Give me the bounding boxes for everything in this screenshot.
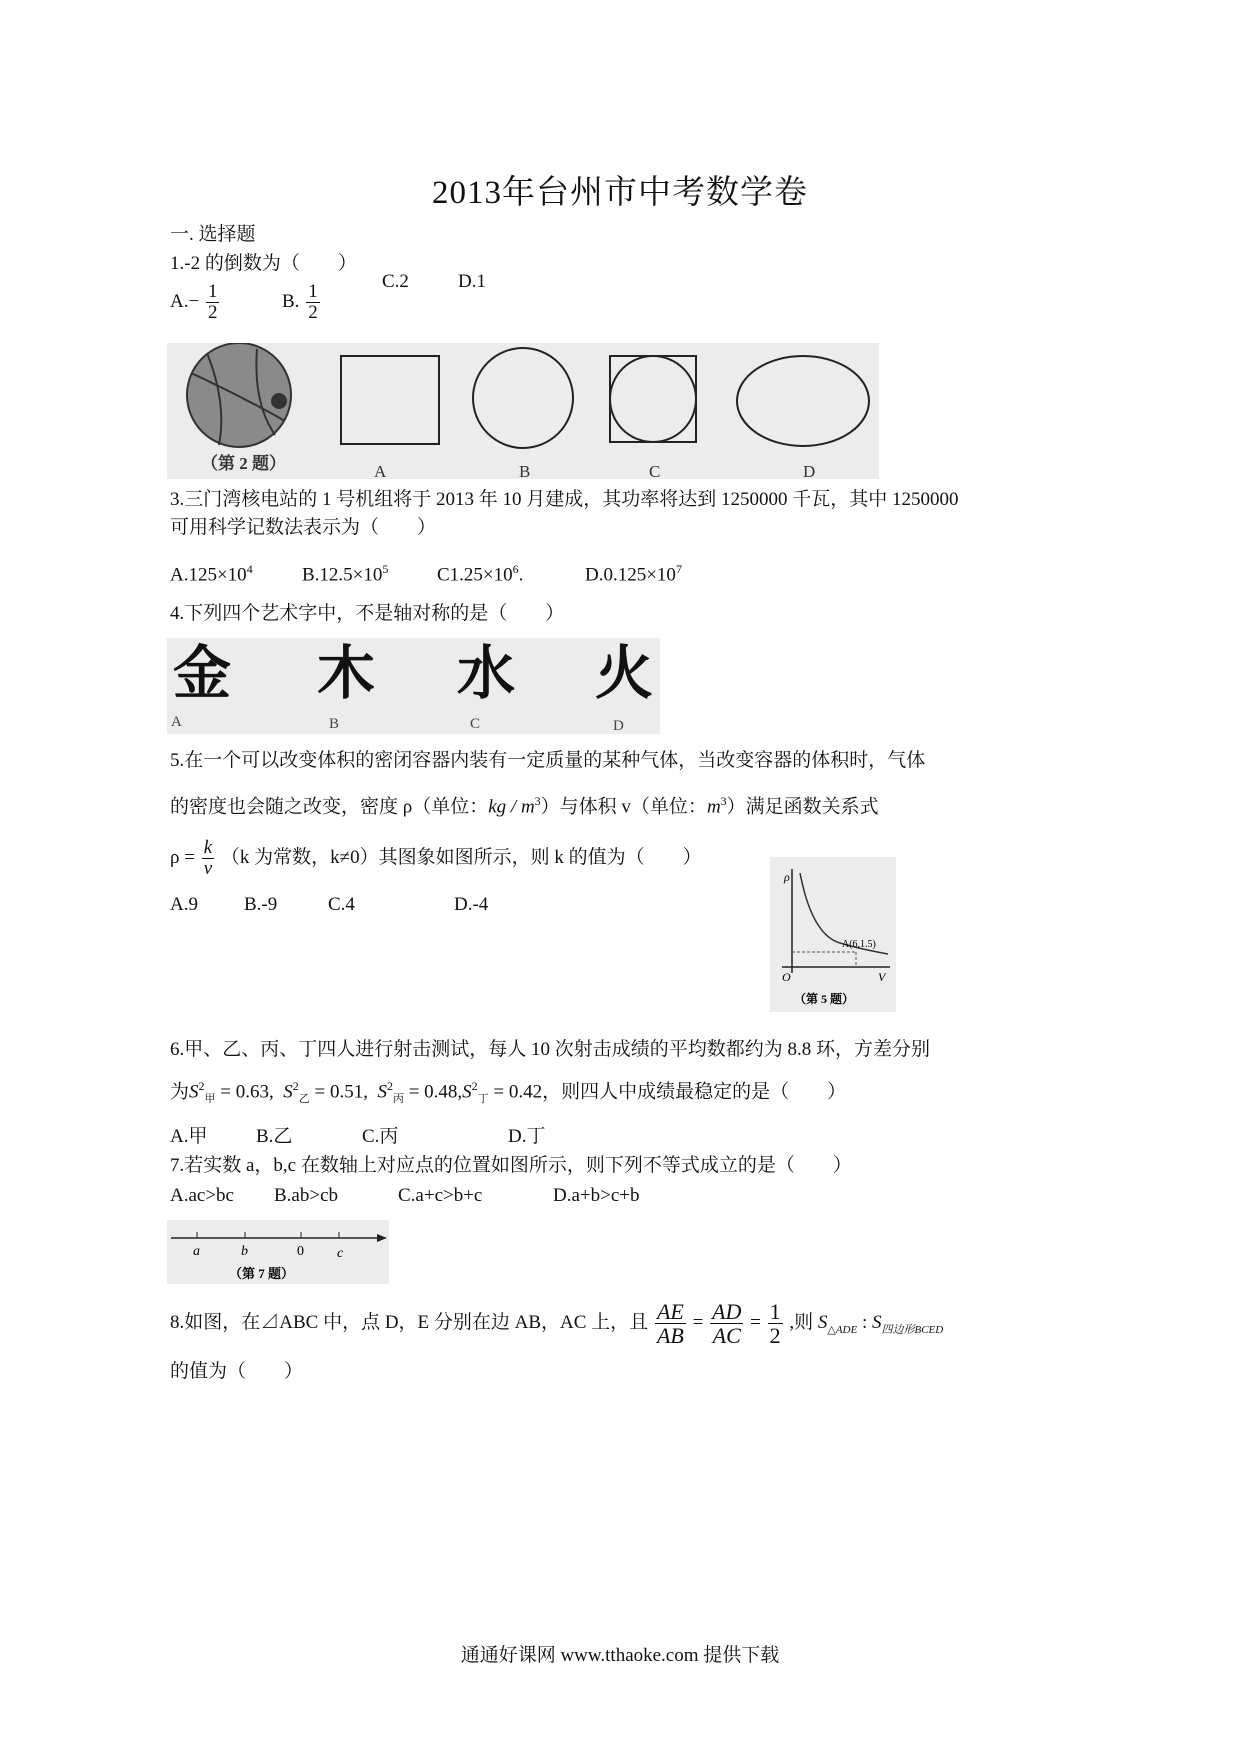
q7-option-b: B.ab>cb xyxy=(274,1185,339,1206)
q1-stem: 1.-2 的倒数为（ ） xyxy=(170,253,357,274)
q2-caption: （第 2 题） xyxy=(201,454,286,473)
q2-label-b: B xyxy=(519,462,531,479)
q3-option-d: $D.0.125\times 10^7$ xyxy=(585,562,682,586)
ellipse-shape xyxy=(737,356,869,446)
q7-stem: 7.若实数 a，b,c 在数轴上对应点的位置如图所示，则下列不等式成立的是（ ） xyxy=(170,1155,852,1176)
q5-option-b: B.-9 xyxy=(244,894,278,915)
x-axis-label: V xyxy=(878,970,886,984)
q5-graph xyxy=(770,857,896,1012)
q7-option-d: D.a+b>c+b xyxy=(553,1185,640,1206)
axis-label-a: a xyxy=(193,1244,200,1259)
q1-option-d: D.1 xyxy=(458,271,486,292)
q5-graph-svg xyxy=(770,857,896,1012)
q3-option-b: $B.12.5\times 10^5$ xyxy=(302,562,389,586)
q4-stem: 4.下列四个艺术字中，不是轴对称的是（ ） xyxy=(170,603,565,624)
q3-line2: 可用科学记数法表示为（ ） xyxy=(170,517,437,538)
q2-label-a: A xyxy=(374,462,387,479)
section-heading: 一. 选择题 xyxy=(170,224,256,245)
q2-label-c: C xyxy=(649,462,661,479)
art-char-a: 金 xyxy=(173,639,232,707)
axis-label-c: c xyxy=(337,1246,344,1261)
fraction: $\frac{AE}{AB}$ xyxy=(656,1299,684,1349)
q2-label-d: D xyxy=(803,462,816,479)
point-label: A(6,1.5) xyxy=(842,939,876,950)
q6-line1: 6.甲、乙、丙、丁四人进行射击测试，每人 10 次射击成绩的平均数都约为 8.8 环，方差分别 xyxy=(170,1039,931,1060)
q3-line1: 3.三门湾核电站的 1 号机组将于 2013 年 10 月建成，其功率将达到 1250000 千瓦，其中 1250000 xyxy=(170,489,959,510)
q5-line2: 的密度也会随之改变，密度 ρ（单位：kg / $m^3$）与体积 v（单位：$m^3$）满足函数关系式 xyxy=(170,794,879,818)
q7-option-c: C.a+c>b+c xyxy=(398,1185,483,1206)
axis-label-zero: 0 xyxy=(297,1244,304,1259)
q7-number-line-svg xyxy=(167,1220,389,1284)
q1-option-b: B. $\frac{1}{2}$ xyxy=(282,281,318,323)
q4-label-a: A xyxy=(171,714,182,730)
q5-option-c: C.4 xyxy=(328,894,355,915)
arrow-icon xyxy=(377,1234,387,1242)
art-char-d: 火 xyxy=(595,639,654,707)
q4-figure xyxy=(167,638,660,734)
q6-line2: 为$S^2_甲 = 0.63$, $S^2_乙 = 0.51$, $S^2_丙 = 0.48,S^2_丁 = 0.42$，则四人中成绩最稳定的是（ ） xyxy=(170,1079,847,1106)
circle-shape xyxy=(610,356,696,442)
q5-option-d: D.-4 xyxy=(454,894,489,915)
footer-text: 通通好课网 www.tthaoke.com 提供下载 xyxy=(460,1645,780,1666)
square-shape xyxy=(341,356,439,444)
q4-label-d: D xyxy=(613,718,624,734)
q5-option-a: A.9 xyxy=(170,894,198,915)
q2-figure-svg xyxy=(167,343,879,479)
q7-figure xyxy=(167,1220,389,1284)
q8-line1: 8.如图，在⊿ABC 中，点 D，E 分别在边 AB，AC 上，且 $\frac{AE}{AB}$ = $\frac{AD}{AC}$ = $\frac{1}{2}$ ,则 $S_{\triangle ADE}$ : $S_{四边形BCED}$ xyxy=(170,1299,944,1349)
q7-caption: （第 7 题） xyxy=(229,1266,295,1281)
axis-label-b: b xyxy=(241,1244,248,1259)
page-title: 2013年台州市中考数学卷 xyxy=(432,175,808,211)
fraction: $\frac{1}{2}$ xyxy=(769,1299,781,1349)
q8-line2: 的值为（ ） xyxy=(170,1361,304,1382)
q1-option-a: A.− $\frac{1}{2}$ xyxy=(170,281,218,323)
q6-option-d: D.丁 xyxy=(508,1126,546,1147)
art-char-c: 水 xyxy=(457,639,516,707)
fraction: $\frac{k}{v}$ xyxy=(203,837,213,879)
q1-option-c: C.2 xyxy=(382,271,409,292)
q5-caption: （第 5 题） xyxy=(794,992,855,1006)
q7-option-a: A.ac>bc xyxy=(170,1185,234,1206)
q4-label-c: C xyxy=(470,716,481,732)
q6-option-c: C.丙 xyxy=(362,1126,399,1147)
fraction: $\frac{1}{2}$ xyxy=(308,281,318,323)
circle-shape xyxy=(473,348,573,448)
origin-label: O xyxy=(782,970,791,984)
y-axis-label: ρ xyxy=(784,870,790,884)
basketball-image xyxy=(187,343,291,447)
q4-label-b: B xyxy=(329,716,340,732)
q5-line1: 5.在一个可以改变体积的密闭容器内装有一定质量的某种气体，当改变容器的体积时，气体 xyxy=(170,750,926,771)
fraction: $\frac{AD}{AC}$ xyxy=(712,1299,742,1349)
q2-figure xyxy=(167,343,879,479)
q3-option-c: $C1.25\times 10^6$. xyxy=(437,562,524,586)
q3-option-a: $A.125\times 10^4$ xyxy=(170,562,253,586)
q6-option-a: A.甲 xyxy=(170,1126,208,1147)
fraction: $\frac{1}{2}$ xyxy=(207,281,218,323)
art-char-b: 木 xyxy=(317,639,376,707)
q5-line3: ρ = $\frac{k}{v}$ （k 为常数，k≠0）其图象如图所示，则 k 的值为（ ） xyxy=(170,837,702,879)
q6-option-b: B.乙 xyxy=(256,1126,293,1147)
